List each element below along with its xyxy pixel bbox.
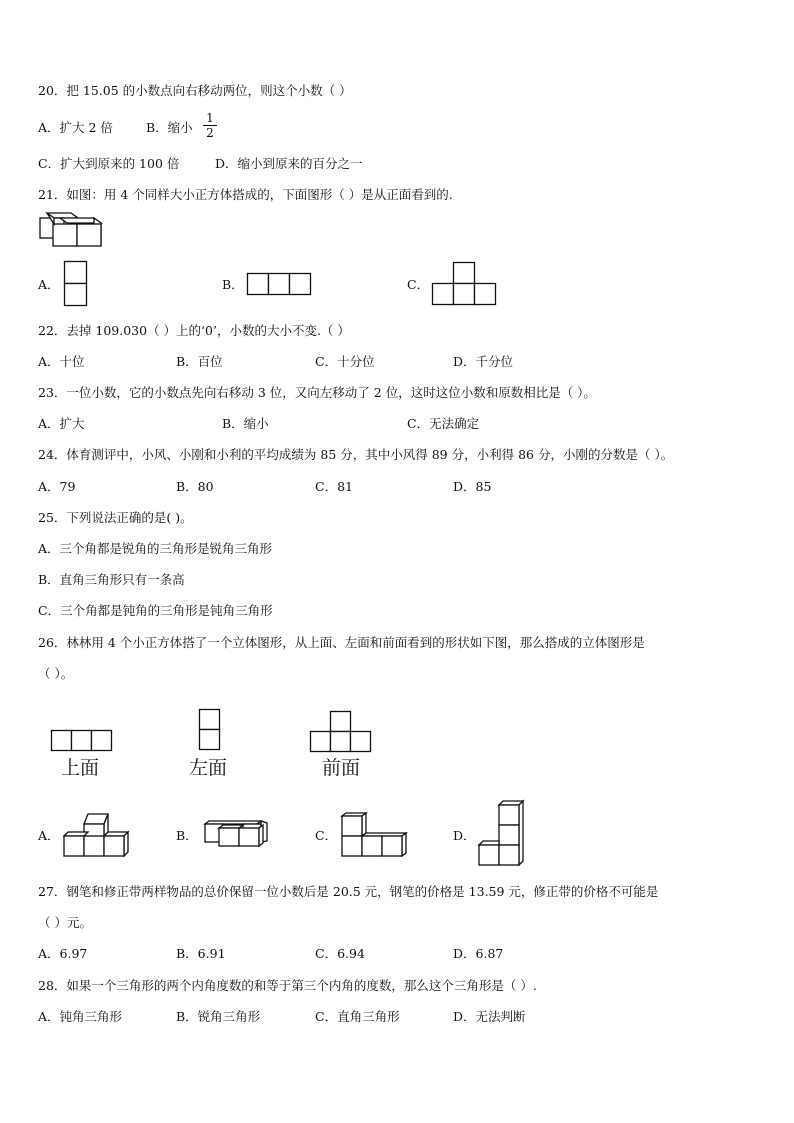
q27-option-c[interactable]: C．6.94	[315, 946, 365, 961]
cube-face	[499, 845, 519, 865]
q26-option-a[interactable]: A．	[38, 828, 60, 843]
square	[269, 274, 290, 295]
q28-option-a[interactable]: A．钝角三角形	[38, 1009, 123, 1024]
square	[65, 262, 87, 284]
q24-option-a[interactable]: A．79	[38, 479, 76, 494]
q26-front-view-label: 前面	[322, 757, 361, 779]
q27-option-a[interactable]: A．6.97	[38, 946, 88, 961]
square	[290, 274, 311, 295]
square	[65, 284, 87, 306]
q20-option-a[interactable]: A．扩大 2 倍	[38, 120, 113, 135]
square	[52, 731, 72, 751]
q26-option-d-figure	[479, 800, 529, 866]
q26-option-c-figure	[342, 812, 412, 858]
q28-option-c[interactable]: C．直角三角形	[315, 1009, 400, 1024]
q26-top-view	[51, 730, 113, 752]
q25-option-a[interactable]: A．三个角都是锐角的三角形是锐角三角形	[38, 541, 273, 556]
q23-option-a[interactable]: A．扩大	[38, 416, 85, 431]
q23-option-b[interactable]: B．缩小	[222, 416, 269, 431]
q21-option-b[interactable]: B．	[222, 277, 244, 292]
q20-stem: 20．把 15.05 的小数点向右移动两位，则这个小数（ ）	[38, 83, 352, 98]
q26-option-b-figure	[203, 820, 271, 850]
q25-option-b[interactable]: B．直角三角形只有一条高	[38, 572, 185, 587]
cube-face	[342, 836, 362, 856]
q28-option-d[interactable]: D．无法判断	[453, 1009, 526, 1024]
cube-face	[219, 828, 239, 846]
cube-face	[53, 224, 77, 246]
q28-option-b[interactable]: B．锐角三角形	[176, 1009, 261, 1024]
q20-option-b[interactable]: B．缩小	[146, 120, 193, 135]
q26-top-view-label: 上面	[61, 757, 100, 779]
q21-option-c[interactable]: C．	[407, 277, 430, 292]
cube-side	[259, 825, 263, 846]
q20-option-c[interactable]: C．扩大到原来的 100 倍	[38, 156, 180, 171]
square	[454, 263, 475, 284]
q22-option-a[interactable]: A．十位	[38, 354, 85, 369]
square	[311, 732, 331, 752]
q26-option-d[interactable]: D．	[453, 828, 476, 843]
q25-option-c[interactable]: C．三个角都是钝角的三角形是钝角三角形	[38, 603, 273, 618]
q22-option-d[interactable]: D．千分位	[453, 354, 514, 369]
cube-face	[499, 805, 519, 825]
q26-left-view-label: 左面	[189, 757, 228, 779]
fraction-numerator: 1	[206, 111, 214, 125]
square	[200, 730, 220, 750]
cube-face	[239, 828, 259, 846]
q20-fraction	[203, 112, 217, 139]
q27-stem: 27．钢笔和修正带两样物品的总价保留一位小数后是 20.5 元，钢笔的价格是 13.59 元，修正带的价格不可能是	[38, 884, 659, 899]
cube-face	[499, 825, 519, 845]
q26-option-b[interactable]: B．	[176, 828, 198, 843]
square	[200, 710, 220, 730]
square	[331, 732, 351, 752]
cube-face	[382, 836, 402, 856]
q21-option-a-figure	[64, 261, 88, 307]
q21-solid-figure	[38, 212, 108, 248]
square	[92, 731, 112, 751]
q21-option-a[interactable]: A．	[38, 277, 60, 292]
square	[475, 284, 496, 305]
q26-left-view	[199, 709, 221, 751]
cube-face	[84, 836, 104, 856]
square	[72, 731, 92, 751]
q21-option-b-figure	[247, 273, 313, 297]
cube-face	[77, 224, 101, 246]
cube-face	[362, 836, 382, 856]
q24-option-d[interactable]: D．85	[453, 479, 492, 494]
cube-face	[479, 845, 499, 865]
q24-option-c[interactable]: C．81	[315, 479, 353, 494]
q25-stem: 25．下列说法正确的是( )。	[38, 510, 193, 525]
q24-option-b[interactable]: B．80	[176, 479, 214, 494]
q26-front-view	[310, 711, 372, 753]
cube-face	[104, 836, 124, 856]
q23-stem: 23．一位小数，它的小数点先向右移动 3 位，又向左移动了 2 位，这时这位小数和原数相比是（ ）。	[38, 385, 596, 400]
q22-option-c[interactable]: C．十分位	[315, 354, 375, 369]
q27-option-b[interactable]: B．6.91	[176, 946, 226, 961]
q21-stem: 21．如图：用 4 个同样大小正方体搭成的，下面图形（ ）是从正面看到的.	[38, 187, 453, 202]
cube-face	[342, 816, 362, 836]
square	[248, 274, 269, 295]
q24-stem: 24．体育测评中，小风、小刚和小利的平均成绩为 85 分，其中小风得 89 分，小利得 86 分，小刚的分数是（ ）。	[38, 447, 674, 462]
q26-stem: 26．林林用 4 个小正方体搭了一个立体图形，从上面、左面和前面看到的形状如下图，那么搭成的立体图形是	[38, 635, 645, 650]
q22-stem: 22．去掉 109.030（ ）上的‘0’，小数的大小不变.（ ）	[38, 323, 350, 338]
square	[351, 732, 371, 752]
q28-stem: 28．如果一个三角形的两个内角度数的和等于第三个内角的度数，那么这个三角形是（ ）.	[38, 978, 537, 993]
q22-option-b[interactable]: B．百位	[176, 354, 223, 369]
square	[331, 712, 351, 732]
q20-option-d[interactable]: D．缩小到原来的百分之一	[215, 156, 363, 171]
square	[454, 284, 475, 305]
q27-option-d[interactable]: D．6.87	[453, 946, 504, 961]
q23-option-c[interactable]: C．无法确定	[407, 416, 480, 431]
fraction-denominator: 2	[206, 126, 214, 140]
q26-option-c[interactable]: C．	[315, 828, 338, 843]
q27-stem-cont: （ ）元。	[38, 915, 92, 930]
q21-option-c-figure	[432, 262, 498, 308]
square	[433, 284, 454, 305]
q26-stem-cont: （ ）。	[38, 666, 74, 681]
q26-option-a-figure	[64, 813, 134, 857]
cube-face	[64, 836, 84, 856]
